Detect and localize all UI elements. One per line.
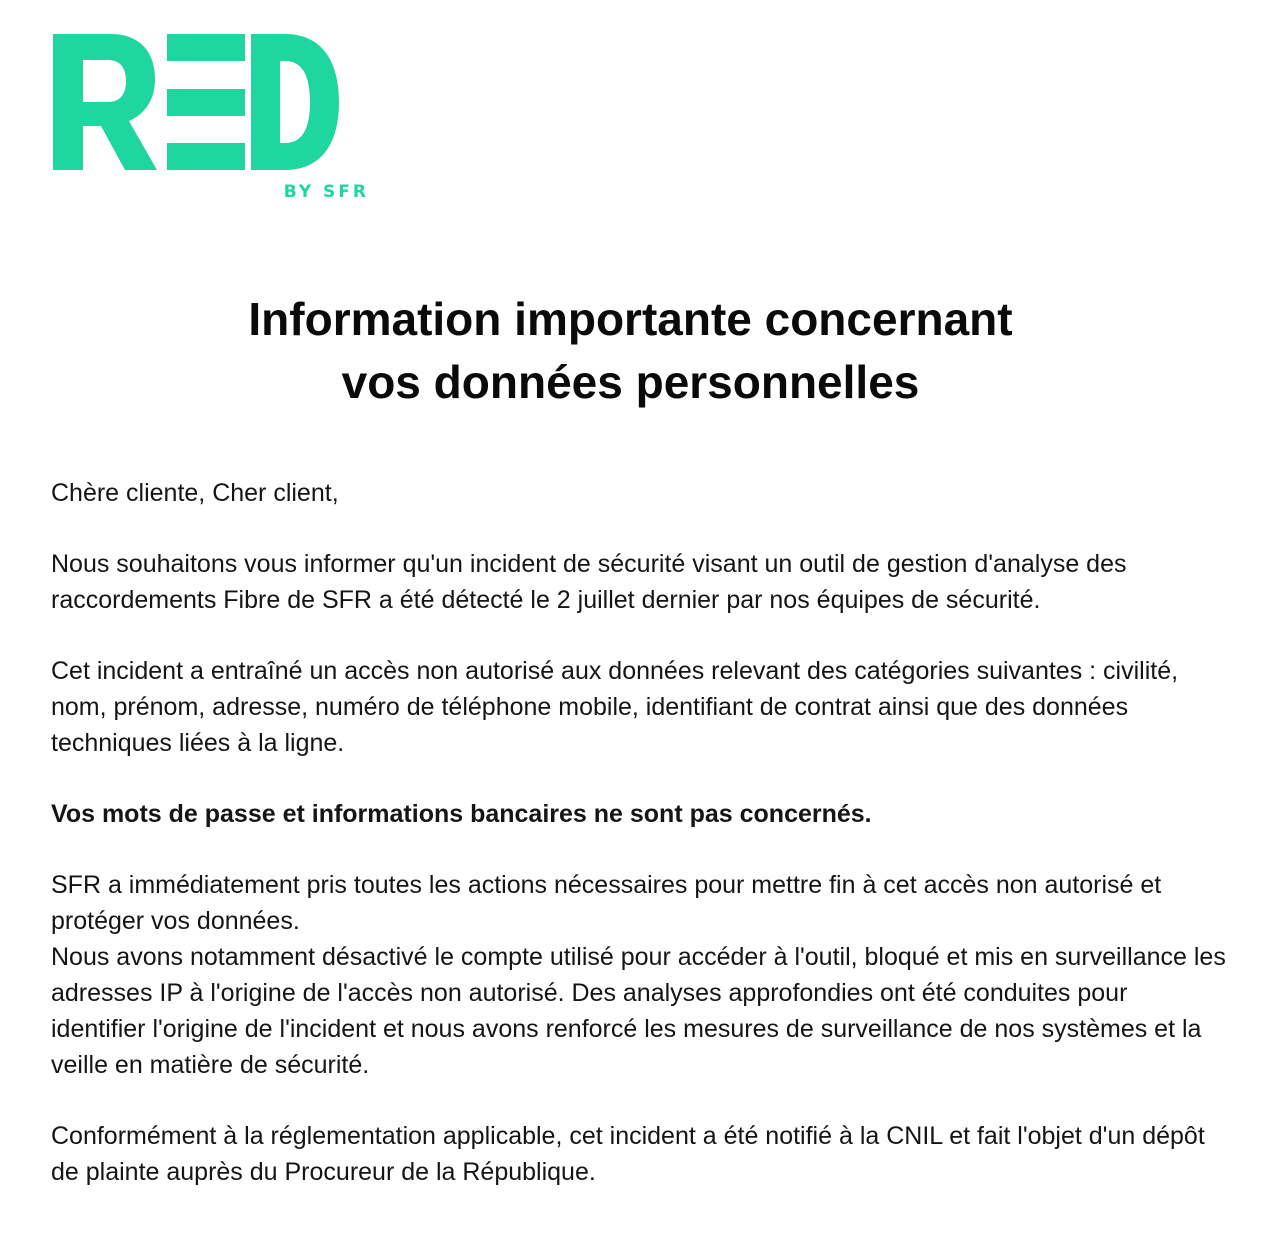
paragraph-data-categories: Cet incident a entraîné un accès non autorisé aux données relevant des catégories suivantes : civilité, nom, prénom, adresse, numéro de téléphone mobile, identifiant de contrat ainsi que des données techniques liées à la ligne. — [51, 657, 1179, 757]
greeting: Chère cliente, Cher client, — [51, 479, 339, 507]
paragraph-measures: Nous avons notamment désactivé le compte utilisé pour accéder à l'outil, bloqué et mis en surveillance les adresses IP à l'origine de l'accès non autorisé. Des analyses approfondies ont été conduites pour identifier l'origine de l'incident et nous avons renforcé les mesures de surveillance de nos systèmes et la veille en matière de sécurité. — [51, 943, 1226, 1079]
paragraph-cnil: Conformément à la réglementation applicable, cet incident a été notifié à la CNIL et fait l'objet d'un dépôt de plainte auprès du Procureur de la République. — [51, 1122, 1205, 1186]
title-line-2: vos données personnelles — [341, 356, 920, 408]
red-logo-mark — [53, 34, 343, 174]
letter-body — [51, 475, 1226, 1225]
paragraph-actions: SFR a immédiatement pris toutes les actions nécessaires pour mettre fin à cet accès non autorisé et protéger vos données. — [51, 871, 1162, 935]
paragraph-not-concerned: Vos mots de passe et informations bancaires ne sont pas concernés. — [51, 800, 872, 828]
title-line-1: Information importante concernant — [248, 293, 1013, 345]
page-title — [0, 288, 1261, 414]
red-by-sfr-logo — [53, 34, 369, 204]
paragraph-incident: Nous souhaitons vous informer qu'un incident de sécurité visant un outil de gestion d'analyse des raccordements Fibre de SFR a été détecté le 2 juillet dernier par nos équipes de sécurité. — [51, 550, 1127, 614]
logo-tagline: BY SFR — [283, 182, 369, 202]
